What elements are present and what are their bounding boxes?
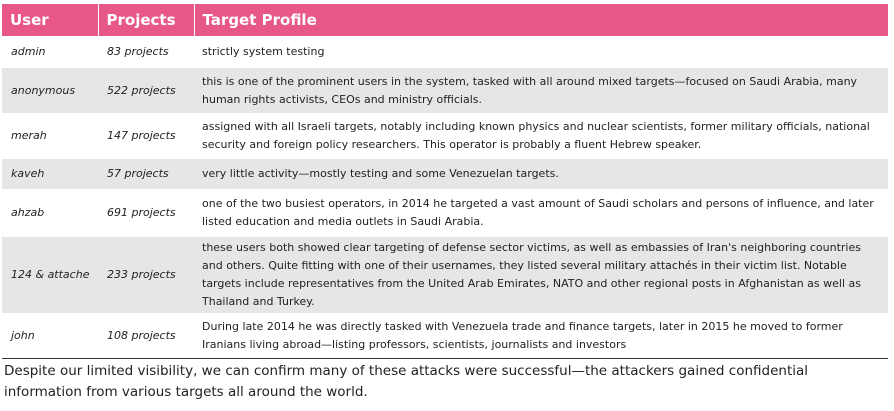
cell-projects: 147 projects	[98, 114, 194, 159]
cell-projects: 57 projects	[98, 159, 194, 190]
table-row	[2, 190, 888, 237]
cell-projects: 522 projects	[98, 68, 194, 114]
table-row	[2, 159, 888, 190]
cell-user: merah	[2, 114, 98, 159]
cell-user: admin	[2, 37, 98, 68]
cell-target-profile: strictly system testing	[194, 37, 888, 68]
cell-user: anonymous	[2, 68, 98, 114]
cell-user: john	[2, 314, 98, 359]
cell-target-profile: very little activity—mostly testing and some Venezuelan targets.	[194, 159, 888, 190]
operator-profile-table	[2, 4, 888, 359]
cell-target-profile: assigned with all Israeli targets, notably including known physics and nuclear scientists, former military officials, national security and foreign policy researchers. This operator is probably a fluent Hebrew speaker.	[194, 114, 888, 159]
cell-target-profile: one of the two busiest operators, in 2014 he targeted a vast amount of Saudi scholars and persons of influence, and later listed education and media outlets in Saudi Arabia.	[194, 190, 888, 237]
cell-projects: 233 projects	[98, 237, 194, 314]
table-row	[2, 314, 888, 359]
summary-paragraph: Despite our limited visibility, we can confirm many of these attacks were successful—the attackers gained confidential information from various targets all around the world.	[4, 363, 809, 400]
cell-user: ahzab	[2, 190, 98, 237]
header-user: User	[2, 4, 98, 37]
cell-projects: 691 projects	[98, 190, 194, 237]
cell-projects: 108 projects	[98, 314, 194, 359]
cell-projects: 83 projects	[98, 37, 194, 68]
cell-user: kaveh	[2, 159, 98, 190]
table-row	[2, 114, 888, 159]
cell-target-profile: these users both showed clear targeting of defense sector victims, as well as embassies of Iran's neighboring countries and others. Quite fitting with one of their usernames, they listed several military attachés in their victim list. Notable targets include representatives from the United Arab Emirates, NATO and other regional posts in Afghanistan as well as Thailand and Turkey.	[194, 237, 888, 314]
table-row	[2, 37, 888, 68]
cell-target-profile: During late 2014 he was directly tasked with Venezuela trade and finance targets, later in 2015 he moved to former Iranians living abroad—listing professors, scientists, journalists and investors	[194, 314, 888, 359]
table-row	[2, 237, 888, 314]
header-target-profile: Target Profile	[194, 4, 888, 37]
header-projects: Projects	[98, 4, 194, 37]
table-header-row	[2, 4, 888, 37]
cell-user: 124 & attache	[2, 237, 98, 314]
cell-target-profile: this is one of the prominent users in the system, tasked with all around mixed targets—focused on Saudi Arabia, many human rights activists, CEOs and ministry officials.	[194, 68, 888, 114]
table-row	[2, 68, 888, 114]
